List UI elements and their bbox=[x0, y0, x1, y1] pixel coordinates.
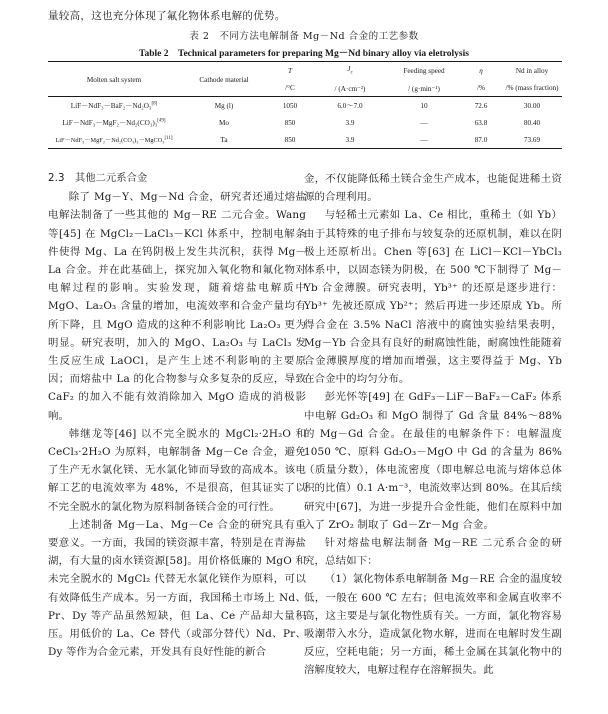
cell-current-density: 3.9 bbox=[345, 118, 355, 127]
cell-cathode: Mg (l) bbox=[214, 101, 234, 110]
right-column bbox=[304, 170, 562, 680]
cell-cathode: Ta bbox=[220, 135, 228, 144]
paragraph: 韩继龙等[46] 以不完全脱水的 MgCl₂·2H₂O 和 CeCl₃·2H₂O 为原料，电解制备 Mg－Ce 合金，避免了生产无水氯化镁、无水氯化铈而导致的高成本。该电解工艺的电流效率为 48%，不是很高，但其证实了以不完全脱水的氯化物为原料制备镁合金的可行性。 bbox=[48, 427, 306, 513]
cell-nd: 80.40 bbox=[523, 118, 541, 127]
cell-system: LiF－NdF₃－BaF₂－Nd₂O₃[8] bbox=[70, 101, 158, 110]
paragraph: 与轻稀土元素如 La、Ce 相比，重稀土（如 Yb）由于其特殊的电子排布与较复杂的还原机制，难以在阴极上还原析出。Chen 等[63] 在 LiCl－KCl－YbCl₃ 体系中，以固态镁为阴极，在 500 ℃下制得了 Mg－Yb 合金薄膜。研究表明，Yb³⁺ 的还原是逐步进行：Yb³⁺ 先被还原成 Yb²⁺；然后再进一步还原成 Yb。所得合金在 3.5% NaCl 溶液中的腐蚀实验结果表明，Mg－Yb 合金具有良好的耐腐蚀性能，耐腐蚀性能随着合金薄膜厚度的增加而增强，这主要得益于 Mg、Yb 在合金中的均匀分布。 bbox=[304, 209, 562, 386]
header-temperature-unit: /°C bbox=[285, 84, 295, 92]
paragraph: 彭光怀等[49] 在 GdF₃－LiF－BaF₂－CaF₂ 体系中电解 Gd₂O₃ 和 MgO 制得了 Gd 含量 84%～88% 的 Mg－Gd 合金。在最佳的电解条件下：电解温度 1050 ℃、原料 Gd₂O₃－MgO 中 Gd 的含量为 86%（质量分数），体电流密度（即电解总电流与熔体总体积的比值）0.1 A·m⁻³，电流效率达到 80%。在其后续研究中[67]，为进一步提升合金性能，他们在原料中加入了 ZrO₂ 制取了 Gd－Zr－Mg 合金。 bbox=[304, 391, 562, 531]
paragraph: （1）氯化物体系电解制备 Mg－RE 合金的温度较低，一般在 600 ℃ 左右；但电流效率和金属直收率不高，这主要是与氯化物性质有关。一方面，氯化物容易吸潮带入水分，造成氯化物水解，进而在电解时发生副反应，空耗电能；另一方面，稀土金属在其氯化物中的溶解度较大，电解过程存在溶解损失。此 bbox=[304, 573, 562, 677]
table-row bbox=[48, 131, 562, 148]
header-feeding-speed-unit: / (g·min⁻¹) bbox=[408, 84, 440, 93]
header-nd-in-alloy: Nd in alloy bbox=[515, 66, 549, 75]
header-molten-salt-system: Molten salt system bbox=[86, 75, 142, 84]
cell-feeding-speed: — bbox=[420, 118, 428, 127]
cell-system: LiF－NdF₃－MgF₂－Nd₂(CO₃)₃－MgCO₃[11] bbox=[55, 135, 173, 144]
cell-efficiency: 87.0 bbox=[474, 135, 488, 144]
header-nd-unit: /% (mass fraction) bbox=[505, 84, 559, 92]
top-text-line: 量较高，这也充分体现了氟化物体系电解的优势。 bbox=[48, 10, 286, 22]
table-caption-cn: 表 2 不同方法电解制备 Mg－Nd 合金的工艺参数 bbox=[189, 31, 419, 42]
cell-efficiency: 72.6 bbox=[474, 101, 488, 110]
cell-current-density: 3.9 bbox=[345, 135, 355, 144]
left-column bbox=[48, 170, 306, 661]
cell-feeding-speed: 10 bbox=[420, 101, 428, 110]
cell-temperature: 1050 bbox=[282, 101, 298, 110]
section-heading: 2.3 其他二元系合金 bbox=[48, 173, 148, 184]
table-caption-en: Table 2 Technical parameters for preparing Mg－Nd binary alloy via eletrolysis bbox=[139, 49, 469, 59]
cell-temperature: 850 bbox=[284, 118, 296, 127]
header-efficiency: η bbox=[479, 66, 483, 75]
table-row bbox=[48, 97, 562, 114]
paragraph: 除了 Mg－Y、Mg－Nd 合金，研究者还通过熔盐电解法制备了一些其他的 Mg－RE 二元合金。Wang 等[45] 在 MgCl₂－LaCl₃－KCl 体系中，控制电解条件使得 Mg、La 在钨阴极上发生共沉积，获得 Mg－La 合金。并在此基础上，探究加入氧化物和氟化物对电解过程的影响。实验发现，随着熔盐电解质中 MgO、La₂O₃ 含量的增加，电流效率和合金产量均有所下降，且 MgO 造成的这种不利影响比 La₂O₃ 更为明显。研究表明，加入的 MgO、La₂O₃ 与 LaCl₃ 发生反应生成 LaOCl，是产生上述不利影响的主要原因；而熔盐中 La 的化合物参与众多复杂的反应，导致 CaF₂ 的加入不能有效消除加入 MgO 造成的消极影响。 bbox=[48, 191, 306, 422]
cell-system: LiF－NdF₃－MgF₂－Nd₂(CO₃)₃[49] bbox=[62, 118, 166, 127]
paragraph-continuation: 金，不仅能降低稀土镁合金生产成本，也能促进稀土资源的合理利用。 bbox=[304, 173, 562, 204]
cell-nd: 73.69 bbox=[523, 135, 541, 144]
header-feeding-speed: Feeding speed bbox=[403, 66, 445, 75]
header-cathode-material: Cathode material bbox=[199, 75, 249, 84]
cell-temperature: 850 bbox=[284, 135, 296, 144]
cell-cathode: Mo bbox=[219, 118, 229, 127]
header-temperature: T bbox=[288, 66, 292, 75]
cell-feeding-speed: — bbox=[420, 135, 428, 144]
header-efficiency-unit: /% bbox=[477, 84, 485, 92]
cell-current-density: 6.0～7.0 bbox=[337, 101, 363, 110]
cell-efficiency: 63.8 bbox=[474, 118, 488, 127]
table-bottom-rule bbox=[48, 148, 562, 149]
header-current-density-unit: / (A·cm⁻²) bbox=[334, 84, 366, 93]
process-parameters-table bbox=[48, 62, 562, 148]
table-row bbox=[48, 114, 562, 131]
paragraph: 上述制备 Mg－La、Mg－Ce 合金的研究具有重要意义。一方面，我国的镁资源丰富，特别是在青海盐湖，有大量的卤水镁资源[58]。用价格低廉的 MgO 和未完全脱水的 MgCl₂ 代替无水氯化镁作为原料，可以有效降低生产成本。另一方面，我国稀土市场上 Nd、Pr、Dy 等产品虽然短缺，但 La、Ce 产品却大量积压。用低价的 La、Ce 替代（或部分替代）Nd、Pr、Dy 等作为合金元素，开发具有良好性能的新合 bbox=[48, 518, 306, 659]
header-current-density: $J_c$ bbox=[347, 65, 353, 76]
cell-nd: 30.00 bbox=[523, 101, 541, 110]
paragraph: 针对熔盐电解法制备 Mg－RE 二元系合金的研究，总结如下： bbox=[304, 537, 562, 568]
